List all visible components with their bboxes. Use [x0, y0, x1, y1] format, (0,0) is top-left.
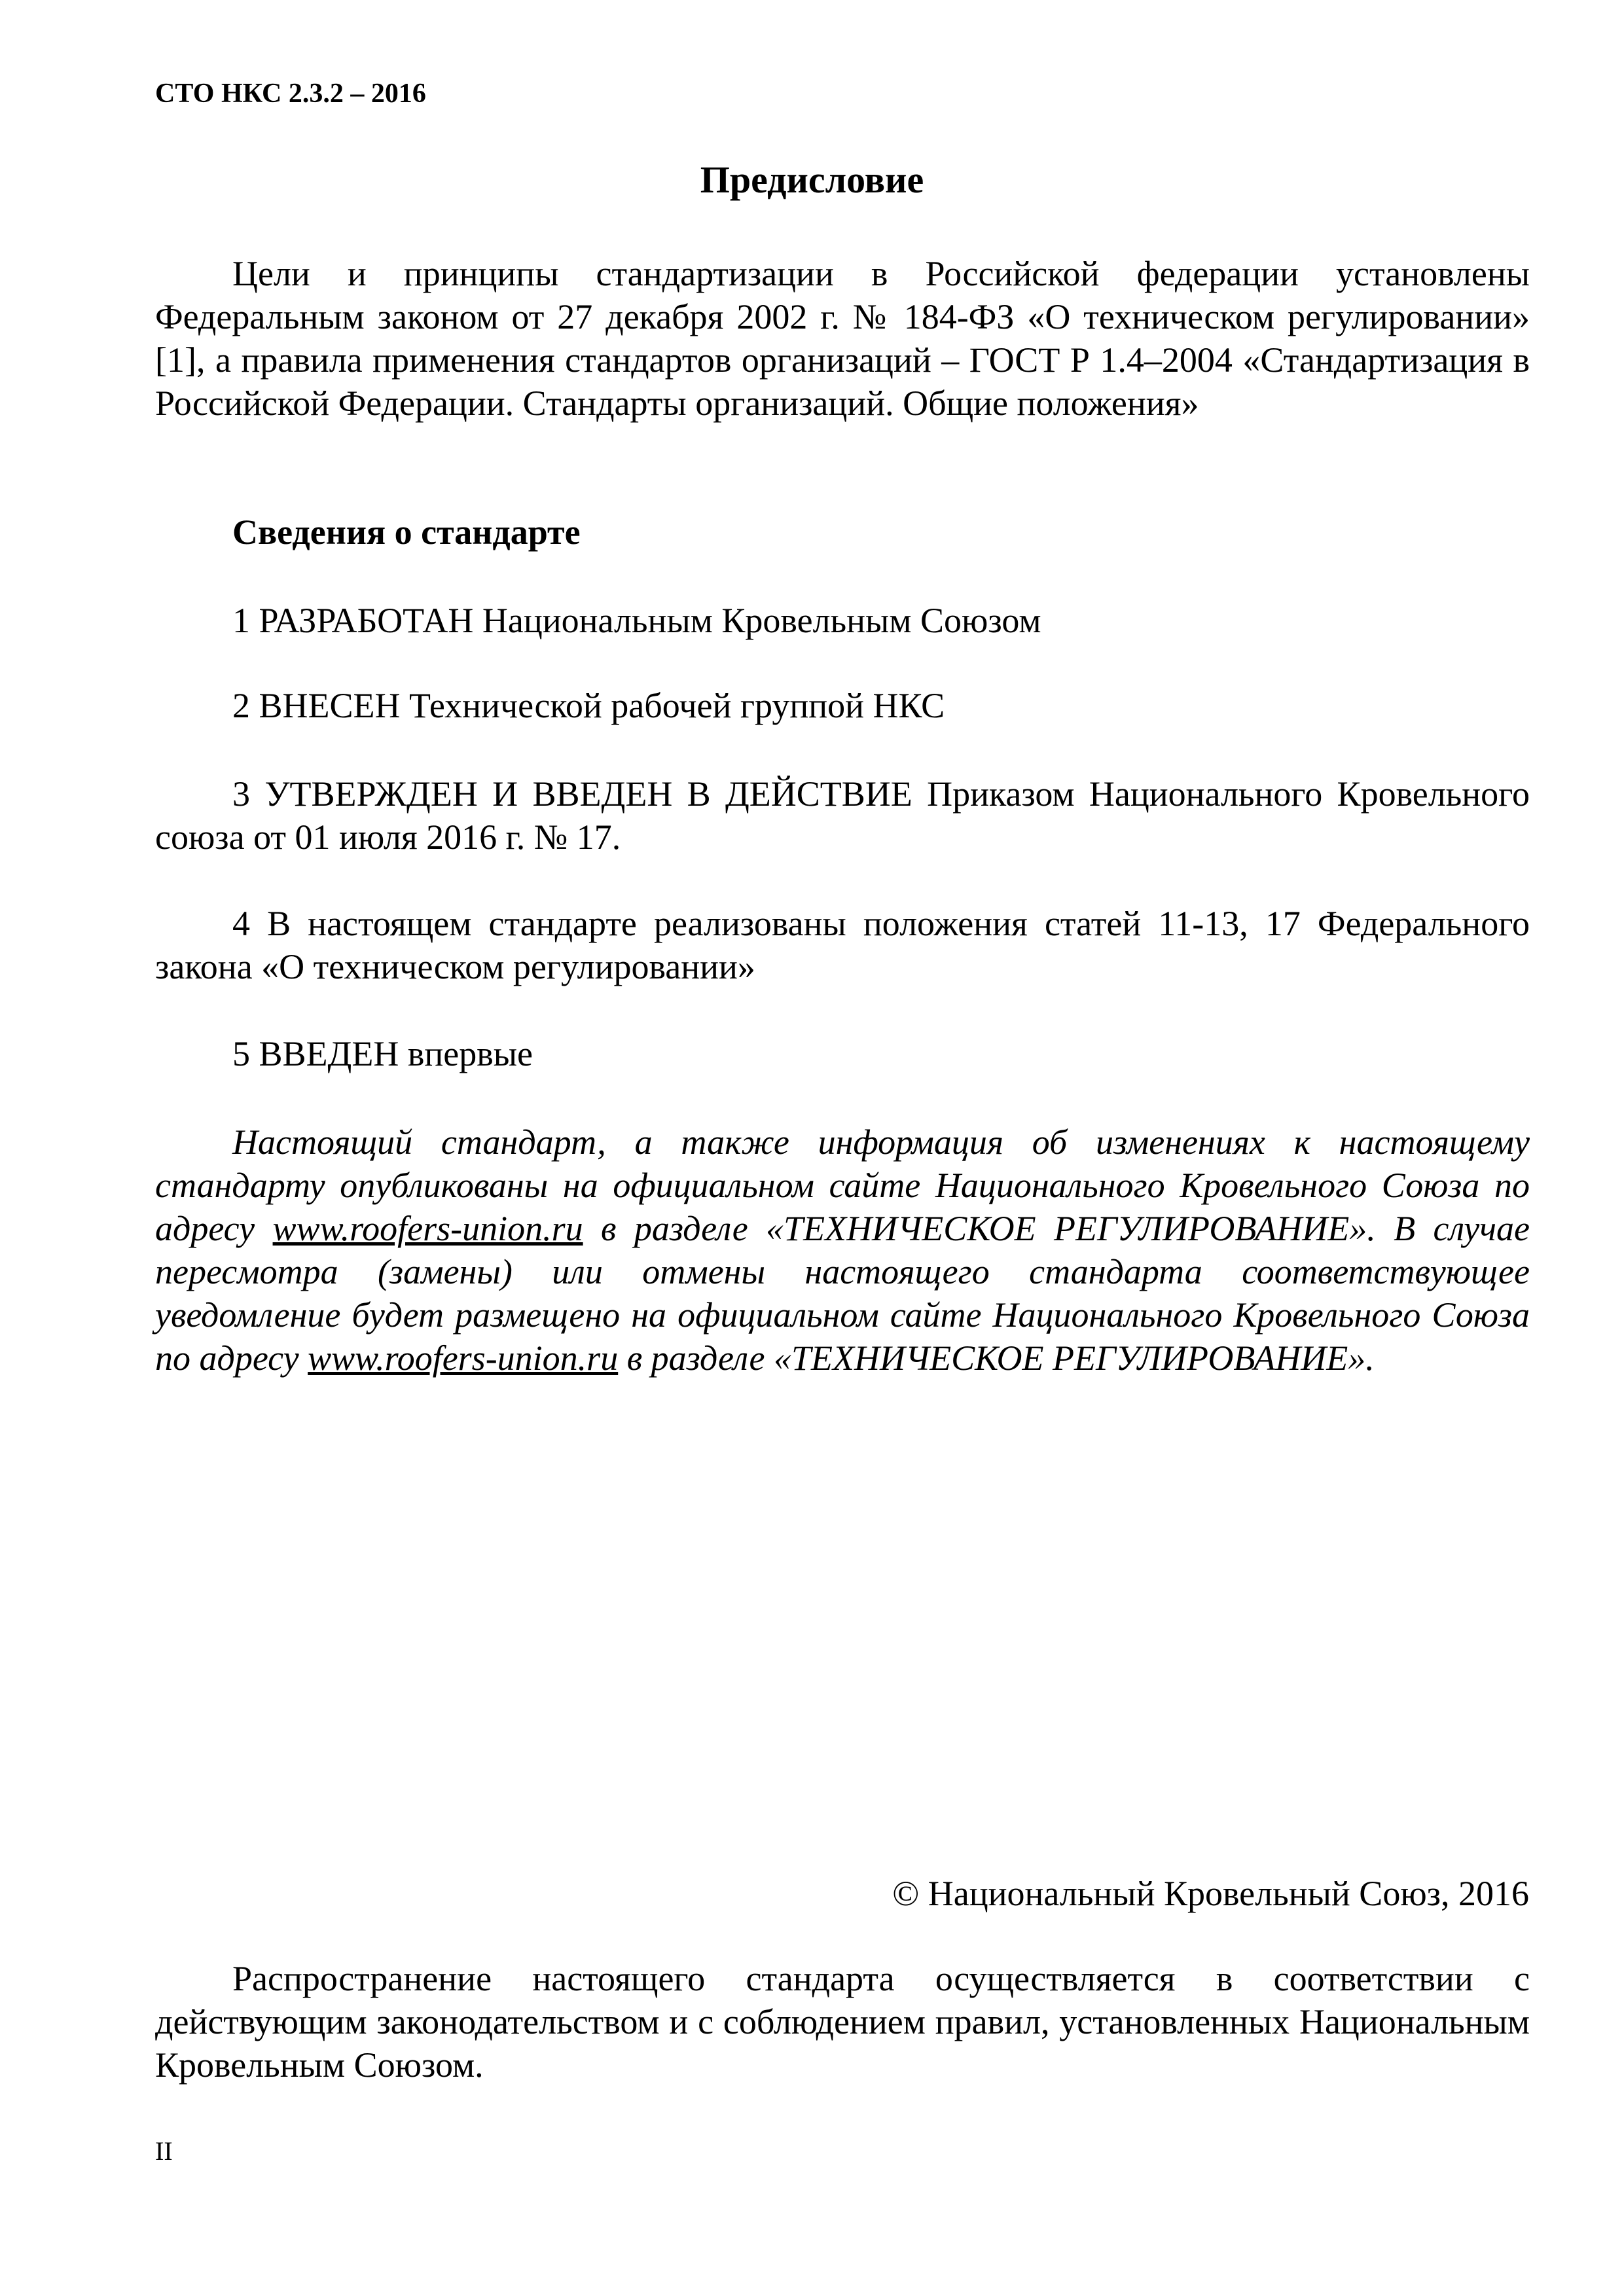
item-4: 4 В настоящем стандарте реализованы положения статей 11-13, 17 Федерального закона «О техническом регулировании»	[155, 904, 1530, 986]
page-number: II	[155, 2136, 173, 2166]
notice-text-3: в разделе «ТЕХНИЧЕСКОЕ РЕГУЛИРОВАНИЕ».	[618, 1338, 1375, 1378]
website-link-2[interactable]: www.roofers-union.ru	[308, 1338, 619, 1378]
info-heading: Сведения о стандарте	[232, 512, 581, 552]
item-3: 3 УТВЕРЖДЕН И ВВЕДЕН В ДЕЙСТВИЕ Приказом Национального Кровельного союза от 01 июля 2016 г. № 17.	[155, 774, 1530, 857]
copyright-line: © Национальный Кровельный Союз, 2016	[892, 1874, 1529, 1913]
document-code: СТО НКС 2.3.2 – 2016	[155, 79, 426, 109]
page-title: Предисловие	[700, 158, 924, 201]
item-5: 5 ВВЕДЕН впервые	[232, 1034, 533, 1073]
intro-paragraph: Цели и принципы стандартизации в Российской федерации установлены Федеральным законом от 27 декабря 2002 г. № 184-ФЗ «О техническом регулировании» [1], а правила применения стандартов организаций – ГОСТ Р 1.4–2004 «Стандартизация в Российской Федерации. Стандарты организаций. Общие положения»	[155, 254, 1530, 423]
item-2: 2 ВНЕСЕН Технической рабочей группой НКС	[232, 686, 945, 725]
notice-paragraph	[155, 1121, 1530, 1380]
website-link-1[interactable]: www.roofers-union.ru	[272, 1209, 583, 1248]
distribution-paragraph: Распространение настоящего стандарта осуществляется в соответствии с действующим законодательством и с соблюдением правил, установленных Национальным Кровельным Союзом.	[155, 1959, 1530, 2085]
item-1: 1 РАЗРАБОТАН Национальным Кровельным Союзом	[232, 601, 1041, 640]
notice-text-2: в разделе «ТЕХНИЧЕСКОЕ РЕГУЛИРОВАНИЕ». В случае пересмотра (замены) или отмены настоящего стандарта соответствующее уведомление будет размещено на официальном сайте Национального Кровельного Союза по адресу	[155, 1209, 1530, 1378]
notice-text-1: Настоящий стандарт, а также информация об изменениях к настоящему стандарту опубликованы на официальном сайте Национального Кровельного Союза по адресу	[155, 1122, 1530, 1248]
